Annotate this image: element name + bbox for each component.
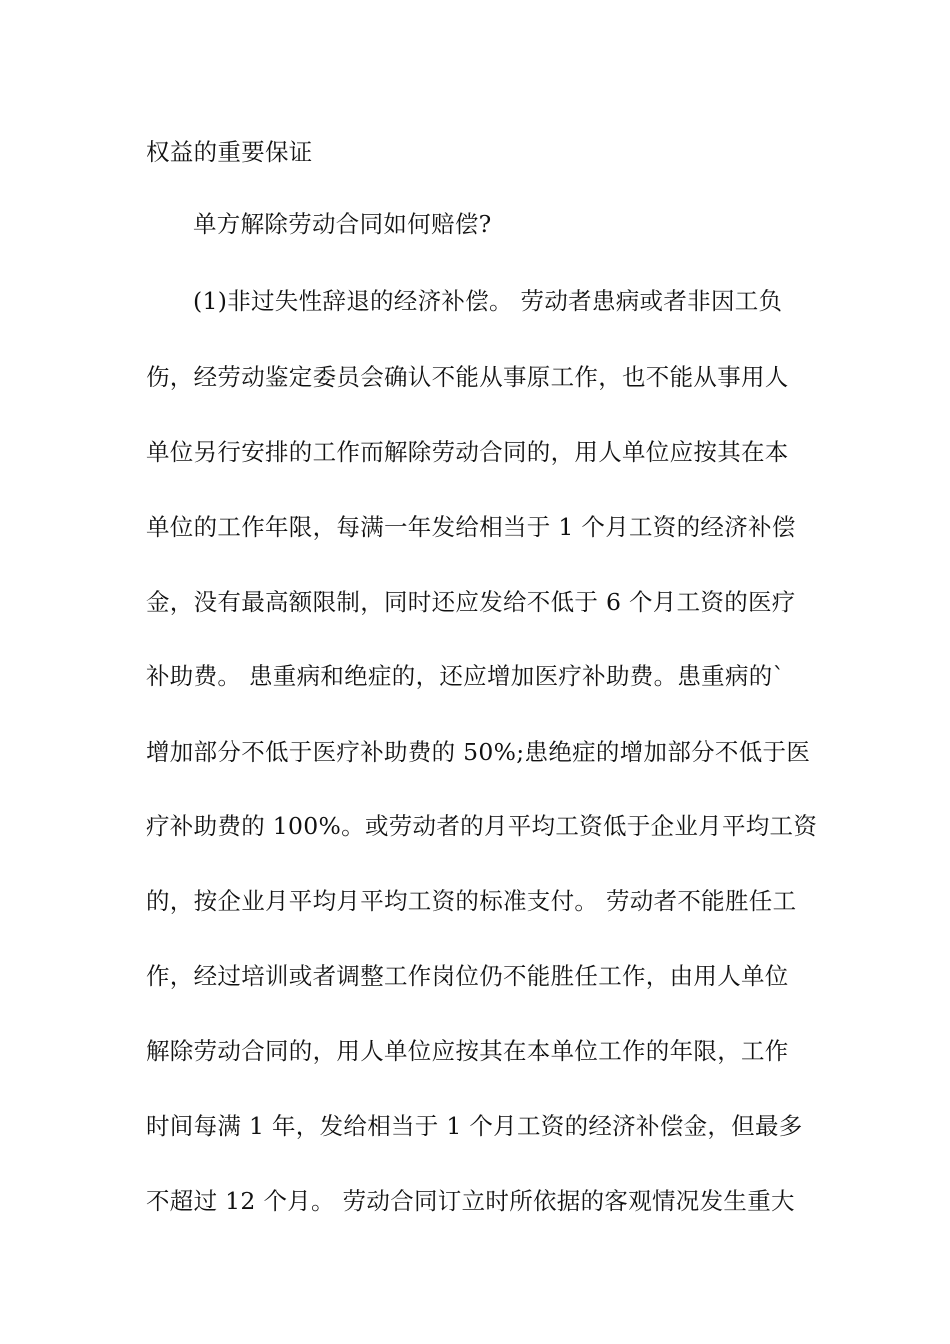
text-line: 解除劳动合同的，用人单位应按其在本单位工作的年限，工作 [146, 1037, 789, 1065]
text-line: 金，没有最高额限制，同时还应发给不低于 6 个月工资的医疗 [146, 588, 796, 616]
text-line: 权益的重要保证 [146, 138, 313, 166]
text-line: 疗补助费的 100%。或劳动者的月平均工资低于企业月平均工资 [146, 812, 818, 840]
text-line: 的，按企业月平均月平均工资的标准支付。 劳动者不能胜任工 [146, 887, 797, 915]
text-line: 不超过 12 个月。 劳动合同订立时所依据的客观情况发生重大 [146, 1187, 795, 1215]
text-line: 单位另行安排的工作而解除劳动合同的，用人单位应按其在本 [146, 438, 789, 466]
text-line: 伤，经劳动鉴定委员会确认不能从事原工作，也不能从事用人 [146, 363, 789, 391]
text-line: 单位的工作年限，每满一年发给相当于 1 个月工资的经济补偿 [146, 513, 796, 541]
text-line: 补助费。 患重病和绝症的，还应增加医疗补助费。患重病的` [146, 662, 785, 690]
text-line: (1)非过失性辞退的经济补偿。 劳动者患病或者非因工负 [193, 287, 783, 315]
text-line: 增加部分不低于医疗补助费的 50%;患绝症的增加部分不低于医 [146, 738, 811, 766]
text-line: 时间每满 1 年，发给相当于 1 个月工资的经济补偿金，但最多 [146, 1112, 803, 1140]
text-line: 作，经过培训或者调整工作岗位仍不能胜任工作，由用人单位 [146, 962, 789, 990]
text-line: 单方解除劳动合同如何赔偿? [193, 210, 492, 238]
